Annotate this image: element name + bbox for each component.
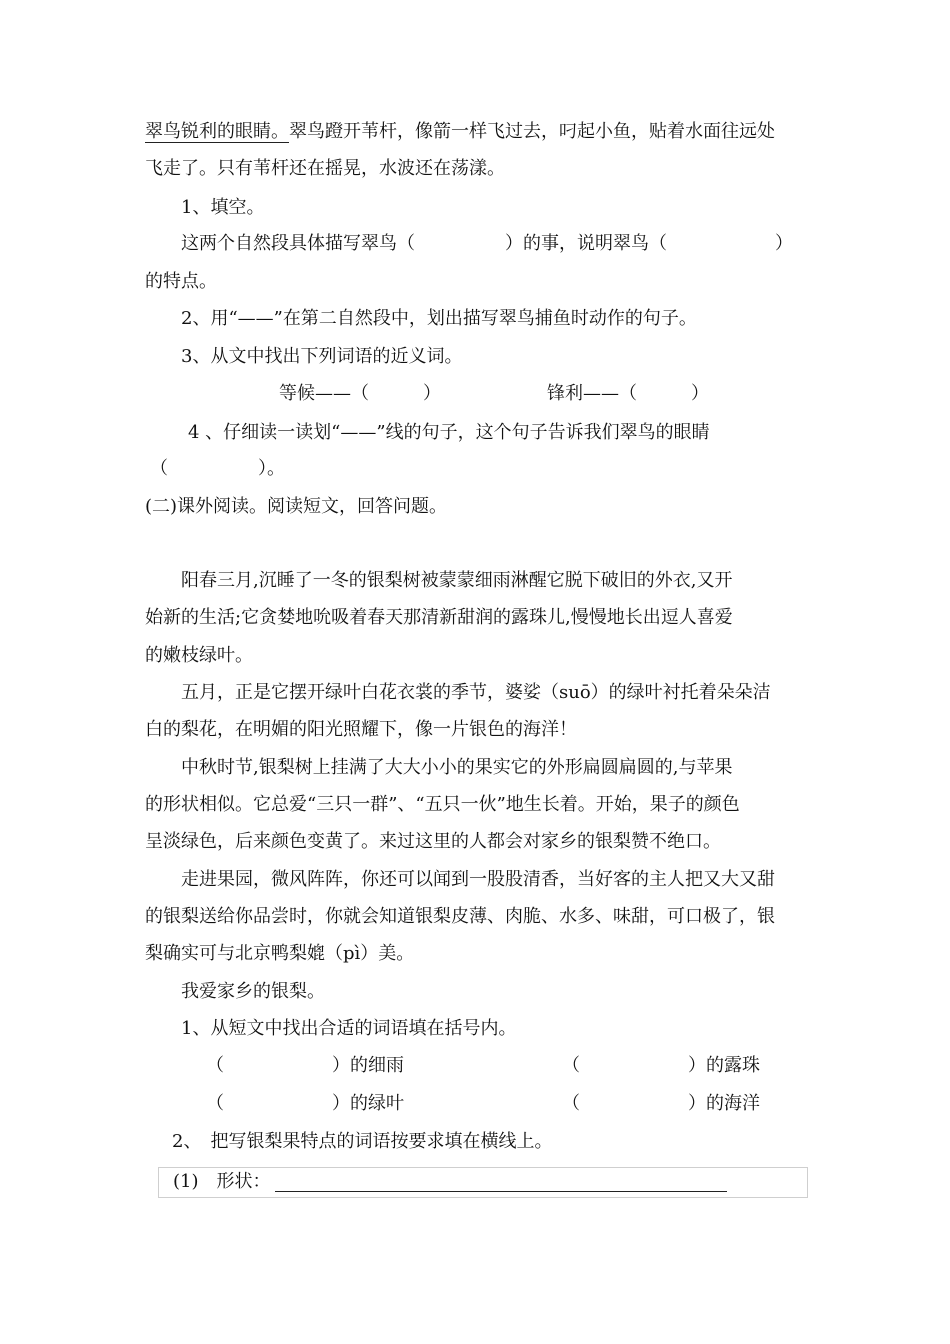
passage-line: [145, 120, 775, 144]
underlined-sentence: 翠鸟锐利的眼睛。: [145, 121, 289, 142]
passage-2-line: 走进果园，微风阵阵，你还可以闻到一股股清香，当好客的主人把又大又甜: [181, 869, 775, 890]
passage-2-line: 五月，正是它摆开绿叶白花衣裳的季节，婆娑（suō）的绿叶衬托着朵朵洁: [181, 682, 771, 703]
passage-2-line: 白的梨花，在明媚的阳光照耀下，像一片银色的海洋！: [145, 719, 577, 740]
passage-2-line: 梨确实可与北京鸭梨媲（pì）美。: [145, 943, 415, 964]
passage-line: 飞走了。只有苇杆还在摇晃，水波还在荡漾。: [145, 158, 505, 179]
question-1-title: 1、填空。: [181, 197, 265, 218]
passage-2-line: 的嫩枝绿叶。: [145, 645, 253, 666]
question-1-text: 的特点。: [145, 271, 217, 292]
passage-2-line: 呈淡绿色，后来颜色变黄了。来过这里的人都会对家乡的银梨赞不绝口。: [145, 831, 721, 852]
passage-2-line: 的形状相似。它总爱“三只一群”、“五只一伙”地生长着。开始，果子的颜色: [145, 794, 740, 815]
question-3-item: 锋利——（ ）: [547, 383, 709, 404]
fill-blank-item: （ ）的细雨: [206, 1055, 404, 1076]
passage-2-line: 我爱家乡的银梨。: [181, 981, 325, 1002]
passage-2-line: 中秋时节,银梨树上挂满了大大小小的果实它的外形扁圆扁圆的,与苹果: [181, 757, 733, 778]
fill-blank-item: （ ）的海洋: [562, 1093, 760, 1114]
answer-line[interactable]: [275, 1191, 727, 1192]
passage-2-line: 的银梨送给你品尝时，你就会知道银梨皮薄、肉脆、水多、味甜，可口极了，银: [145, 906, 775, 927]
passage-2-question-2-title: 2、 把写银梨果特点的词语按要求填在横线上。: [172, 1131, 553, 1152]
section-title: (二)课外阅读。阅读短文，回答问题。: [145, 496, 448, 517]
passage-2-line: 阳春三月,沉睡了一冬的银梨树被蒙蒙细雨淋醒它脱下破旧的外衣,又开: [181, 570, 733, 591]
question-1-text: 这两个自然段具体描写翠鸟（ ）的事，说明翠鸟（ ）: [181, 233, 793, 254]
passage-2-question-1-title: 1、从短文中找出合适的词语填在括号内。: [181, 1018, 517, 1039]
passage-text: 翠鸟蹬开苇杆，像箭一样飞过去，叼起小鱼，贴着水面往远处: [289, 121, 775, 142]
question-4-text: 4 、仔细读一读划“——”线的句子，这个句子告诉我们翠鸟的眼睛: [188, 422, 710, 443]
question-3-item: 等候——（ ）: [279, 383, 441, 404]
shape-label: (1) 形状：: [173, 1171, 271, 1192]
answer-box: [158, 1167, 808, 1198]
question-2: 2、用“——”在第二自然段中，划出描写翠鸟捕鱼时动作的句子。: [181, 308, 697, 329]
question-4-text: （ ）。: [150, 458, 285, 479]
question-3-title: 3、从文中找出下列词语的近义词。: [181, 346, 463, 367]
fill-blank-item: （ ）的绿叶: [206, 1093, 404, 1114]
passage-2-line: 始新的生活;它贪婪地吮吸着春天那清新甜润的露珠儿,慢慢地长出逗人喜爱: [145, 607, 733, 628]
fill-blank-item: （ ）的露珠: [562, 1055, 760, 1076]
